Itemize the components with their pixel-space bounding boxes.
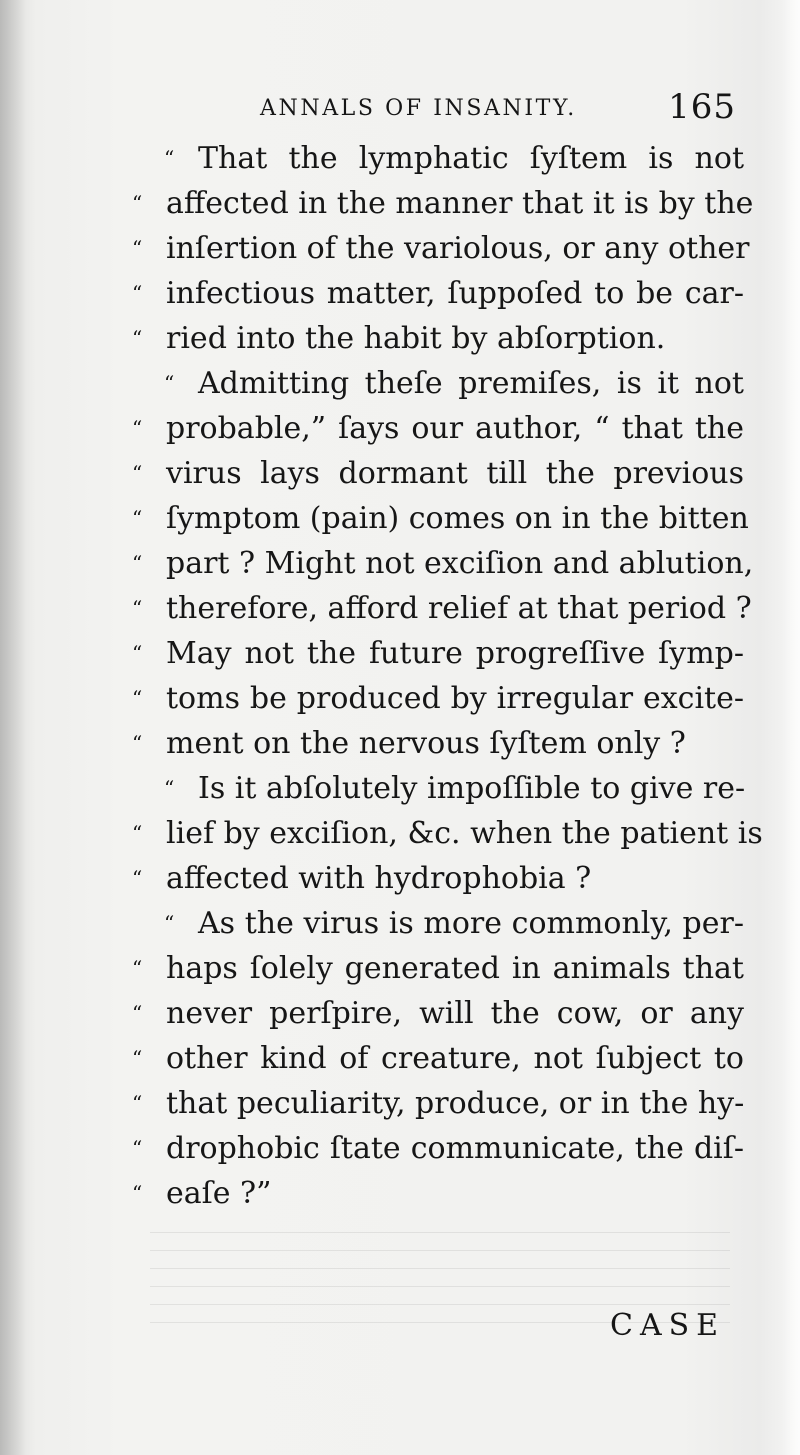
line-text: As the virus is more commonly, per- (198, 906, 744, 941)
text-line (132, 496, 749, 541)
text-line (132, 316, 744, 361)
quote-mark: “ (132, 821, 143, 845)
line-text: virus lays dormant till the previous (166, 456, 744, 491)
line-text: other kind of creature, not ſubject to (166, 1041, 744, 1076)
quote-mark: “ (132, 551, 143, 575)
quote-mark: “ (132, 1181, 143, 1205)
quote-mark: “ (164, 371, 175, 395)
quote-mark: “ (132, 191, 143, 215)
page-edge (782, 0, 800, 1455)
quote-mark: “ (132, 281, 143, 305)
quote-mark: “ (132, 326, 143, 350)
line-text: infectious matter, ſuppoſed to be car- (166, 276, 744, 311)
running-title: ANNALS OF INSANITY. (260, 96, 577, 121)
catchword: CASE (610, 1308, 726, 1343)
text-line (132, 226, 750, 271)
line-text: affected with hydrophobia ? (166, 861, 592, 896)
body-text-block (132, 136, 763, 1216)
line-text: that peculiarity, produce, or in the hy- (166, 1086, 745, 1121)
text-line (132, 991, 744, 1036)
text-line (132, 631, 744, 676)
line-text: therefore, afford relief at that period ? (166, 591, 752, 626)
line-text: ſymptom (pain) comes on in the bitten (166, 501, 749, 536)
quote-mark: “ (132, 956, 143, 980)
text-line (132, 1036, 744, 1081)
quote-mark: “ (132, 416, 143, 440)
text-line (132, 766, 744, 811)
quote-mark: “ (132, 1001, 143, 1025)
text-line (132, 406, 744, 451)
text-line (132, 271, 744, 316)
quote-mark: “ (132, 731, 143, 755)
line-text: eaſe ?” (166, 1176, 272, 1211)
text-line (132, 136, 744, 181)
text-line (132, 811, 763, 856)
page-number: 165 (668, 87, 736, 127)
text-line (132, 721, 744, 766)
line-text: Admitting theſe premiſes, is it not (198, 366, 744, 401)
quote-mark: “ (132, 686, 143, 710)
quote-mark: “ (132, 236, 143, 260)
line-text: May not the future progreſſive ſymp- (166, 636, 744, 671)
line-text: drophobic ſtate communicate, the diſ- (166, 1131, 744, 1166)
text-line (132, 901, 744, 946)
text-line (132, 1171, 744, 1216)
text-line (132, 946, 744, 991)
text-line (132, 541, 754, 586)
quote-mark: “ (132, 1046, 143, 1070)
quote-mark: “ (132, 506, 143, 530)
text-line (132, 361, 744, 406)
text-line (132, 1126, 744, 1171)
line-text: haps ſolely generated in animals that (166, 951, 744, 986)
line-text: Is it abſolutely impoſſible to give re- (198, 771, 746, 806)
running-head (260, 87, 736, 136)
text-line (132, 676, 744, 721)
quote-mark: “ (132, 866, 143, 890)
line-text: never perſpire, will the cow, or any (166, 996, 744, 1031)
quote-mark: “ (164, 776, 175, 800)
line-text: affected in the manner that it is by the (166, 186, 754, 221)
line-text: toms be produced by irregular excite- (166, 681, 744, 716)
quote-mark: “ (164, 146, 175, 170)
quote-mark: “ (164, 911, 175, 935)
quote-mark: “ (132, 1091, 143, 1115)
gutter-shadow (0, 0, 26, 1455)
line-text: ment on the nervous ſyſtem only ? (166, 726, 686, 761)
line-text: ried into the habit by abſorption. (166, 321, 666, 356)
line-text: That the lymphatic ſyſtem is not (198, 141, 744, 176)
line-text: part ? Might not exciſion and ablution, (166, 546, 754, 581)
quote-mark: “ (132, 461, 143, 485)
text-line (132, 181, 754, 226)
line-text: lief by exciſion, &c. when the patient is (166, 816, 763, 851)
text-line (132, 856, 744, 901)
quote-mark: “ (132, 1136, 143, 1160)
text-line (132, 586, 752, 631)
line-text: probable,” ſays our author, “ that the (166, 411, 744, 446)
quote-mark: “ (132, 596, 143, 620)
line-text: inſertion of the variolous, or any other (166, 231, 750, 266)
text-line (132, 1081, 744, 1126)
quote-mark: “ (132, 641, 143, 665)
text-line (132, 451, 744, 496)
